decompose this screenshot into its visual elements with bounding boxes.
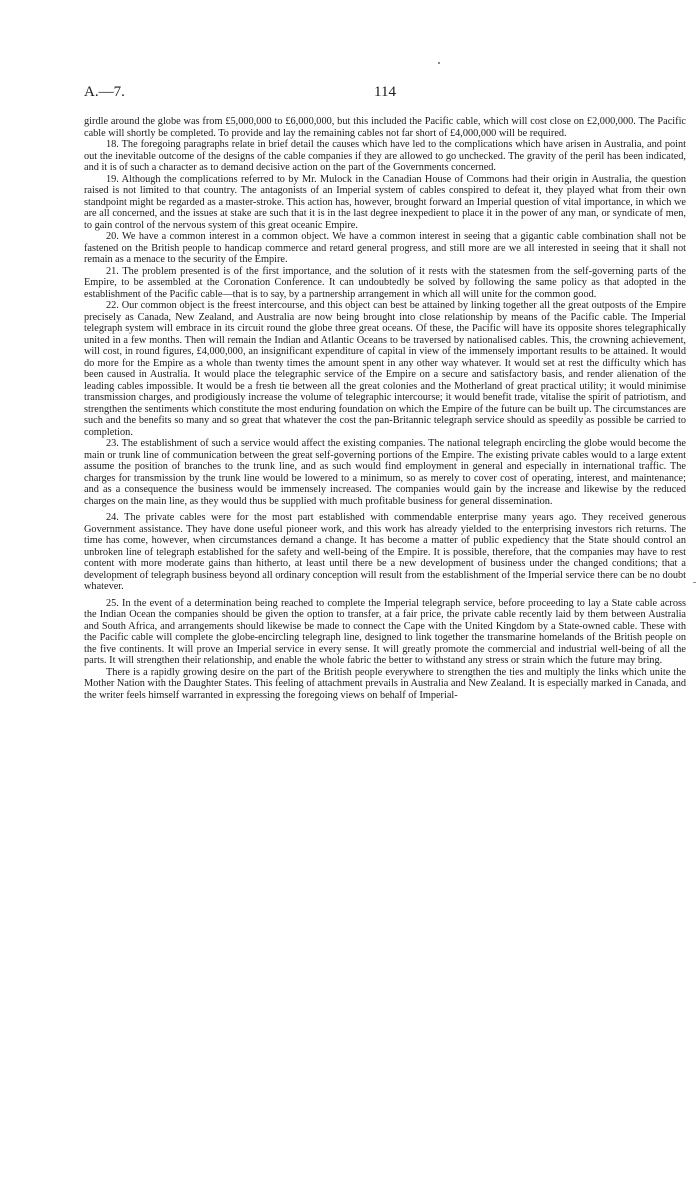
paragraph-18: 18. The foregoing paragraphs relate in brief detail the causes which have led to the complications which have arisen in Australia, and point out the inevitable outcome of the designs of the cable companies if they are allowed to go unchecked. The gravity of the peril has been indicated, and it is of such a character as to demand decisive action on the part of the Governments concerned. <box>84 139 686 173</box>
scan-speck-margin <box>693 582 696 583</box>
scan-speck-top <box>438 62 440 64</box>
running-head <box>84 84 686 106</box>
page-number: 114 <box>374 84 396 100</box>
paragraph-25: 25. In the event of a determination being reached to complete the Imperial telegraph service, before proceeding to lay a State cable across the Indian Ocean the companies should be given the option to transfer, at a fair price, the private cable recently laid by them between Australia and South Africa, and arrangements should likewise be made to connect the Cape with the United Kingdom by a State-owned cable. These with the Pacific cable will complete the globe-encircling telegraph line, designed to link together the transmarine homelands of the British people on the five continents. It will prove an Imperial service in every sense. It will greatly promote the commercial and industrial well-being of all the parts. It will strengthen their relationship, and enable the whole fabric the better to withstand any stress or strain which the future may bring. <box>84 597 686 666</box>
paragraph-19: 19. Although the complications referred to by Mr. Mulock in the Canadian House of Commons had their origin in Australia, the question raised is not limited to that country. The antagonists of an Imperial system of cables conspired to defeat it, they played what from their own standpoint might be regarded as a master-stroke. This action has, however, brought forward an Imperial question of vital importance, in which we are all concerned, and the issues at stake are such that it is in the last degree inexpedient to place it in the power of any man, or syndicate of men, to gain control of the nervous system of this great oceanic Empire. <box>84 173 686 231</box>
document-reference: A.—7. <box>84 84 125 100</box>
paragraph-continued: girdle around the globe was from £5,000,000 to £6,000,000, but this included the Pacific cable, which will cost close on £2,000,000. The Pacific cable will shortly be completed. To provide and lay the remaining cables not far short of £4,000,000 will be required. <box>84 116 686 139</box>
paragraph-24: 24. The private cables were for the most part established with commendable enterprise many years ago. They received generous Government assistance. They have done useful pioneer work, and this work has already yielded to the enterprising investors rich returns. The time has come, however, when circumstances demand a change. It has become a matter of public expediency that the State should control an unbroken line of telegraph established for the safety and well-being of the Empire. It is possible, therefore, that the companies may have to rest content with more moderate gains than hitherto, at least until there be a new development of business under the changed conditions; that a development of telegraph business beyond all ordinary conception will result from the establishment of the Imperial service there can be no doubt whatever. <box>84 512 686 592</box>
body-text <box>84 116 686 701</box>
document-page <box>84 84 686 701</box>
paragraph-22: 22. Our common object is the freest intercourse, and this object can best be attained by linking together all the great outposts of the Empire precisely as Canada, New Zealand, and Australia are now being brought into close relationship by means of the Pacific cable. The Imperial telegraph system will embrace in its circuit round the globe three great oceans. Of these, the Pacific will have its opposite shores telegraphically united in a few months. Then will remain the Indian and Atlantic Oceans to be traversed by nationalised cables. This, the crowning achievement, will cost, in round figures, £4,000,000, an insignificant expenditure of capital in view of the immensely important results to be attained. It would do more for the Empire as a whole than twenty times the amount spent in any other way whatever. It would set at rest the difficulty which has been caused in Australia. It would place the telegraphic service of the Empire on a secure and satisfactory basis, and render alienation of the leading cables impossible. It would be a fresh tie between all the great colonies and the Motherland of great practical utility; it would minimise transmission charges, and prodigiously increase the volume of telegraphic intercourse; it would benefit trade, vitalise the spirit of patriotism, and strengthen the sentiments which constitute the most enduring foundation on which the Empire of the future can be built up. The circumstances are such and the benefits so many and so great that whatever the cost the pan-Britannic telegraph service should as speedily as possible be carried to completion. <box>84 300 686 438</box>
paragraph-20: 20. We have a common interest in a common object. We have a common interest in seeing that a gigantic cable combination shall not be fastened on the British people to handicap commerce and retard general progress, and still more are we all interested in seeing that it shall not remain as a menace to the security of the Empire. <box>84 231 686 265</box>
paragraph-closing: There is a rapidly growing desire on the part of the British people everywhere to strengthen the ties and multiply the links which unite the Mother Nation with the Daughter States. This feeling of attachment prevails in Australia and New Zealand. It is especially marked in Canada, and the writer feels himself warranted in expressing the foregoing views on behalf of Imperial- <box>84 666 686 701</box>
paragraph-21: 21. The problem presented is of the first importance, and the solution of it rests with the statesmen from the self-governing parts of the Empire, to be assembled at the Coronation Conference. It can undoubtedly be solved by following the same policy as that adopted in the establishment of the Pacific cable—that is to say, by a partnership arrangement in which all will unite for the common good. <box>84 265 686 300</box>
paragraph-23: 23. The establishment of such a service would affect the existing companies. The national telegraph encircling the globe would become the main or trunk line of communication between the great self-governing portions of the Empire. The existing private cables would to a large extent assume the position of branches to the trunk line, and as such would find employment in general and especially in international traffic. The charges for transmission by the trunk line would be lowered to a minimum, so as merely to cover cost of operating, interest, and maintenance; and as a consequence the business would be immensely increased. The companies would gain by the increase and likewise by the reduced charges on the main line, as they would thus be supplied with much profitable business for general dissemination. <box>84 438 686 507</box>
